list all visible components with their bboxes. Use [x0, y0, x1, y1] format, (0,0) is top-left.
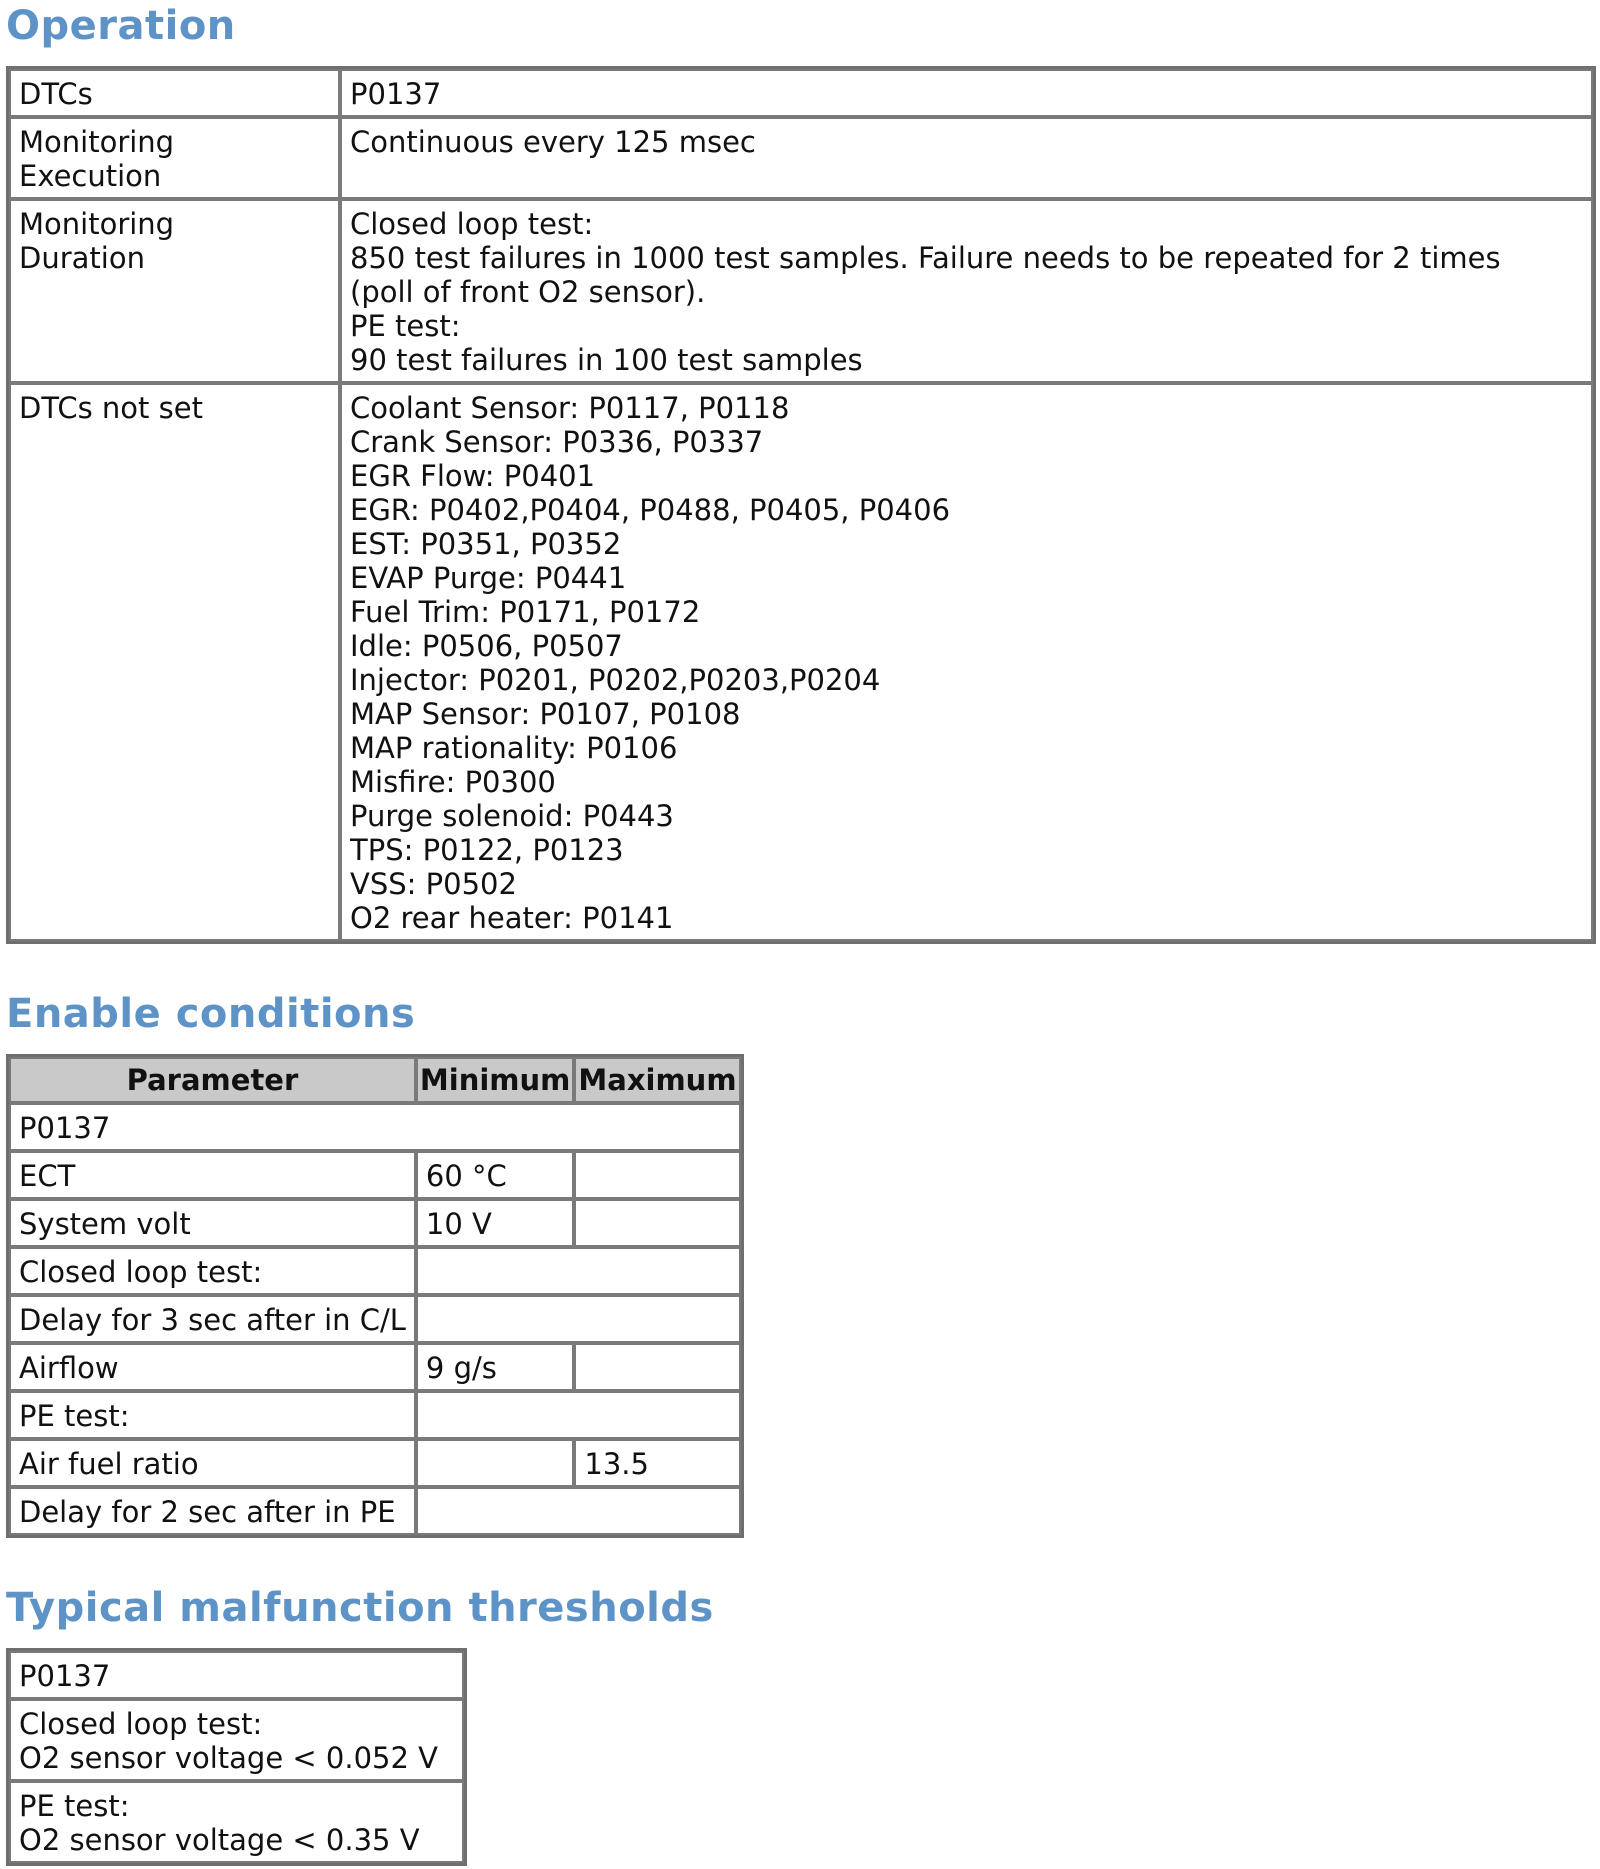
value-line: Purge solenoid: P0443	[350, 799, 674, 833]
row-value	[340, 199, 1593, 383]
parameter-cell: Delay for 2 sec after in PE	[9, 1487, 416, 1535]
operation-heading: Operation	[6, 3, 236, 49]
group-label: P0137	[9, 1103, 741, 1151]
parameter-cell: Delay for 3 sec after in C/L	[9, 1295, 416, 1343]
value-line: Idle: P0506, P0507	[350, 629, 623, 663]
parameter-cell: System volt	[9, 1199, 416, 1247]
table-row	[9, 69, 1593, 117]
table-row	[9, 1343, 741, 1391]
minimum-cell: 10 V	[416, 1199, 574, 1247]
table-row	[9, 1699, 464, 1781]
value-line: Continuous every 125 msec	[350, 125, 756, 159]
maximum-cell	[574, 1199, 740, 1247]
value-line: PE test:	[19, 1789, 130, 1823]
table-row	[9, 1439, 741, 1487]
page-content	[6, 0, 1596, 1866]
value-line: Closed loop test:	[19, 1707, 263, 1741]
table-row	[9, 1199, 741, 1247]
row-key: DTCs not set	[9, 383, 340, 941]
row-value	[340, 117, 1593, 199]
row-key: Monitoring Duration	[9, 199, 340, 383]
row-value	[340, 69, 1593, 117]
parameter-cell: Air fuel ratio	[9, 1439, 416, 1487]
value-line: EVAP Purge: P0441	[350, 561, 627, 595]
value-span-cell	[416, 1391, 741, 1439]
value-line: MAP rationality: P0106	[350, 731, 678, 765]
table-row	[9, 1295, 741, 1343]
value-line: VSS: P0502	[350, 867, 517, 901]
value-line: TPS: P0122, P0123	[350, 833, 624, 867]
value-line: Fuel Trim: P0171, P0172	[350, 595, 701, 629]
value-line: O2 rear heater: P0141	[350, 901, 674, 935]
table-row	[9, 1391, 741, 1439]
value-line: PE test:	[350, 309, 461, 343]
value-line: Closed loop test:	[350, 207, 594, 241]
value-line: P0137	[19, 1659, 111, 1693]
value-line: Coolant Sensor: P0117, P0118	[350, 391, 790, 425]
enable-conditions-table	[6, 1054, 744, 1538]
table-row	[9, 199, 1593, 383]
table-row	[9, 1247, 741, 1295]
value-span-cell	[416, 1487, 741, 1535]
row-key: DTCs	[9, 69, 340, 117]
value-line: Crank Sensor: P0336, P0337	[350, 425, 764, 459]
minimum-cell	[416, 1439, 574, 1487]
maximum-cell: 13.5	[574, 1439, 740, 1487]
operation-table	[6, 66, 1596, 944]
maximum-cell	[574, 1343, 740, 1391]
group-row	[9, 1103, 741, 1151]
parameter-cell: Airflow	[9, 1343, 416, 1391]
table-row	[9, 383, 1593, 941]
value-line: 850 test failures in 1000 test samples. Failure needs to be repeated for 2 times	[350, 241, 1501, 275]
value-line: EGR: P0402,P0404, P0488, P0405, P0406	[350, 493, 951, 527]
threshold-cell	[9, 1699, 464, 1781]
value-span-cell	[416, 1295, 741, 1343]
value-line: 90 test failures in 100 test samples	[350, 343, 863, 377]
parameter-cell: Closed loop test:	[9, 1247, 416, 1295]
thresholds-table	[6, 1648, 467, 1866]
table-row	[9, 1651, 464, 1699]
value-line: Misfire: P0300	[350, 765, 556, 799]
value-span-cell	[416, 1247, 741, 1295]
value-line: (poll of front O2 sensor).	[350, 275, 706, 309]
table-header-row	[9, 1057, 741, 1103]
table-row	[9, 1781, 464, 1863]
value-line: O2 sensor voltage < 0.052 V	[19, 1741, 438, 1775]
maximum-header: Maximum	[574, 1057, 740, 1103]
minimum-header: Minimum	[416, 1057, 574, 1103]
value-line: P0137	[350, 77, 442, 111]
row-key: Monitoring Execution	[9, 117, 340, 199]
enable-conditions-heading: Enable conditions	[6, 991, 416, 1037]
table-row	[9, 1487, 741, 1535]
maximum-cell	[574, 1151, 740, 1199]
parameter-header: Parameter	[9, 1057, 416, 1103]
table-row	[9, 1151, 741, 1199]
value-line: O2 sensor voltage < 0.35 V	[19, 1823, 420, 1857]
parameter-cell: ECT	[9, 1151, 416, 1199]
value-line: EST: P0351, P0352	[350, 527, 622, 561]
minimum-cell: 9 g/s	[416, 1343, 574, 1391]
value-line: EGR Flow: P0401	[350, 459, 596, 493]
minimum-cell: 60 °C	[416, 1151, 574, 1199]
value-line: Injector: P0201, P0202,P0203,P0204	[350, 663, 881, 697]
thresholds-heading: Typical malfunction thresholds	[6, 1585, 714, 1631]
threshold-cell	[9, 1781, 464, 1863]
parameter-cell: PE test:	[9, 1391, 416, 1439]
threshold-cell	[9, 1651, 464, 1699]
row-value	[340, 383, 1593, 941]
value-line: MAP Sensor: P0107, P0108	[350, 697, 741, 731]
table-row	[9, 117, 1593, 199]
